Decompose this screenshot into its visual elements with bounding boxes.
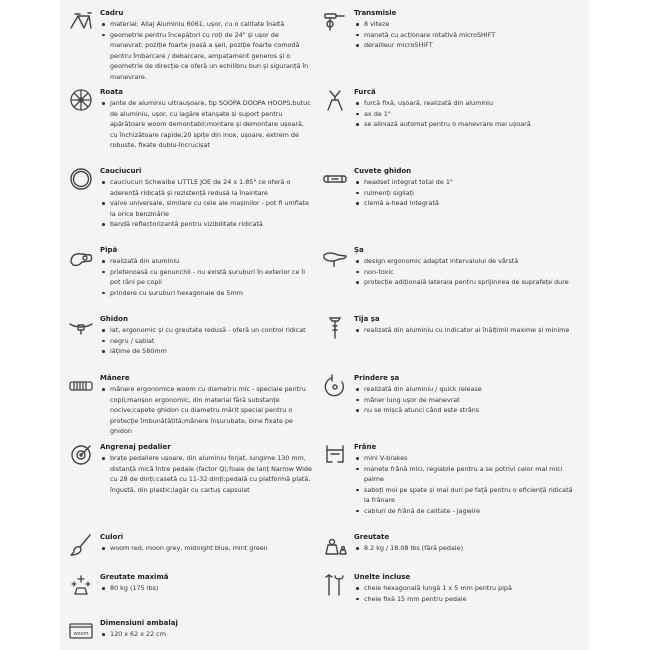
spec-title: Șa [354, 246, 364, 254]
spec-item: manete frână mici, reglabile pentru a se potrivi celor mai mici palme [354, 464, 580, 485]
spec-item: cauciucuri Schwalbe LITTLE JOE de 24 x 1.85" ce oferă o aderență ridicată și rezistență redusă la înaintare [100, 177, 313, 198]
spec-title: Angrenaj pedalier [100, 443, 171, 451]
spec-item: non-toxic [354, 267, 580, 278]
bicycle-frame-icon [68, 8, 94, 34]
spec-item: headset integrat total de 1" [354, 177, 580, 188]
spec-item: clemă a-head integrată [354, 198, 580, 209]
spec-title: Unelte incluse [354, 573, 411, 581]
spec-item: 80 kg (175 lbs) [100, 583, 313, 594]
spec-title: Cuvete ghidon [354, 167, 412, 175]
spec-item: material: Aliaj Aluminiu 6061, ușor, cu o calitate înaltă [100, 19, 313, 30]
gear-shifter-icon [322, 8, 348, 34]
spec-item: furcă fixă, ușoară, realizată din aluminiu [354, 98, 580, 109]
spec-item: 8.2 kg / 18.08 lbs (fără pedale) [354, 543, 580, 554]
spec-item: nu se mișcă atunci când este strâns [354, 405, 580, 416]
spec-item: mânere ergonomice woom cu diametru mic - speciale pentru copii;manșon ergonomic, din material fără substanțe nocive;capete ghidon cu diametru mărit special pentru o protecție îmbunătățită;mânere înșurubate, bine fixate pe ghidon [100, 384, 313, 437]
spec-item: protecție adițională laterala pentru sprijinirea de suprafețe dure [354, 277, 580, 288]
seatpost-icon [322, 314, 348, 340]
box-icon [68, 618, 94, 644]
svg-text:woom: woom [73, 631, 89, 637]
fork-icon [322, 87, 348, 113]
stem-icon [68, 245, 94, 271]
spec-title: Culori [100, 533, 124, 541]
spec-item: 120 x 62 x 22 cm [100, 629, 313, 640]
crankset-icon [68, 442, 94, 468]
spec-item: manetă cu acționare rotativă microSHIFT [354, 30, 580, 41]
spec-title: Mânere [100, 374, 130, 382]
grip-icon [68, 373, 94, 399]
spec-item: 8 viteze [354, 19, 580, 30]
spec-title: Dimensiuni ambalaj [100, 619, 178, 627]
spec-title: Tija șa [354, 315, 380, 323]
spec-title: Frâne [354, 443, 377, 451]
spec-item: lățime de 580mm [100, 346, 313, 357]
spec-title: Cauciucuri [100, 167, 142, 175]
spec-item: negru / sablat [100, 336, 313, 347]
spec-title: Ghidon [100, 315, 128, 323]
scale-weight-icon [322, 532, 348, 558]
saddle-icon [322, 245, 348, 271]
spec-item: rulmenți sigilați [354, 188, 580, 199]
spec-item: mini V-brakes [354, 453, 580, 464]
spec-title: Furcă [354, 88, 376, 96]
quick-release-icon [322, 373, 348, 399]
spec-title: Pipă [100, 246, 118, 254]
spec-item: lat, ergonomic și cu greutate redusă - oferă un control ridicat [100, 325, 313, 336]
spec-item: realizată din aluminiu / quick release [354, 384, 580, 395]
spec-item: prietenoasă cu genunchii - nu există șuruburi în exterior ce îi pot răni pe copii [100, 267, 313, 288]
sparkle-weight-icon [68, 572, 94, 598]
spec-item: jante de aluminiu ultraușoare, tip SOOPA DOOPA HOOPS;butuc de aluminiu, ușor, cu lagăre etanșate și suport pentru apărătoare woom demontabil;montare și demontare ușoară, cu închizătoare rapide;20 spițe din inox, ușoare, extrem de robuste, fixate dublu-încrucișat [100, 98, 313, 151]
spec-item: ax de 1" [354, 109, 580, 120]
handlebar-icon [68, 314, 94, 340]
spec-item: cheie fixă 15 mm pentru pedale [354, 594, 580, 605]
spec-title: Cadru [100, 9, 124, 17]
spec-title: Greutate maximă [100, 573, 169, 581]
spec-title: Roata [100, 88, 123, 96]
tire-icon [68, 166, 94, 192]
spec-item: derailleur microSHIFT [354, 40, 580, 51]
spec-item: cabluri de frână de calitate - Jagwire [354, 506, 580, 517]
spec-item: geometrie pentru începători cu roți de 24" și ușor de manevrat: poziție foarte joasă a șeii, poziție foarte comodă pentru îmbarcare / debarcare, ampatament generos și o geometrie de direcție ce oferă un echilibru bun și siguranță în manevrare. [100, 30, 313, 83]
spec-item: woom red, moon grey, midnight blue, mint green [100, 543, 313, 554]
spec-item: design ergonomic adaptat intervalului de vârstă [354, 256, 580, 267]
wheel-icon [68, 87, 94, 113]
spec-item: realizată din aluminiu [100, 256, 313, 267]
spec-item: brațe pedaliere ușoare, din aluminiu forjat, lungime 130 mm, distanță mică între pedale (factor Q);foaie de lanț Narrow Wide cu 28 de dinți;casetă cu 11-32 dinți;pedală cu platformă plată, îngustă, din plastic;lagăr cu cartuș capsulat [100, 453, 313, 495]
headset-icon [322, 166, 348, 192]
spec-item: se aliniază automat pentru o manevrare mai ușoară [354, 119, 580, 130]
spec-item: mâner lung ușor de manevrat [354, 395, 580, 406]
spec-title: Transmisie [354, 9, 397, 17]
spec-sheet [60, 0, 589, 650]
spec-item: bandă reflectorizantă pentru vizibilitate ridicată [100, 219, 313, 230]
tools-icon [322, 572, 348, 598]
spec-item: realizată din aluminiu cu indicator al înălțimii maxime și minime [354, 325, 580, 336]
brake-icon [322, 442, 348, 468]
paintbrush-icon [68, 532, 94, 558]
spec-item: valve universale, similare cu cele ale mașinilor - pot fi umflate la orice benzinărie [100, 198, 313, 219]
spec-title: Greutate [354, 533, 390, 541]
spec-title: Prindere șa [354, 374, 400, 382]
spec-item: saboți moi pe spate și mai duri pe față pentru o eficiență ridicată la frânare [354, 485, 580, 506]
spec-item: prindere cu șuruburi hexagonale de 5mm [100, 288, 313, 299]
spec-item: cheie hexagonală lungă 1 x 5 mm pentru pipă [354, 583, 580, 594]
